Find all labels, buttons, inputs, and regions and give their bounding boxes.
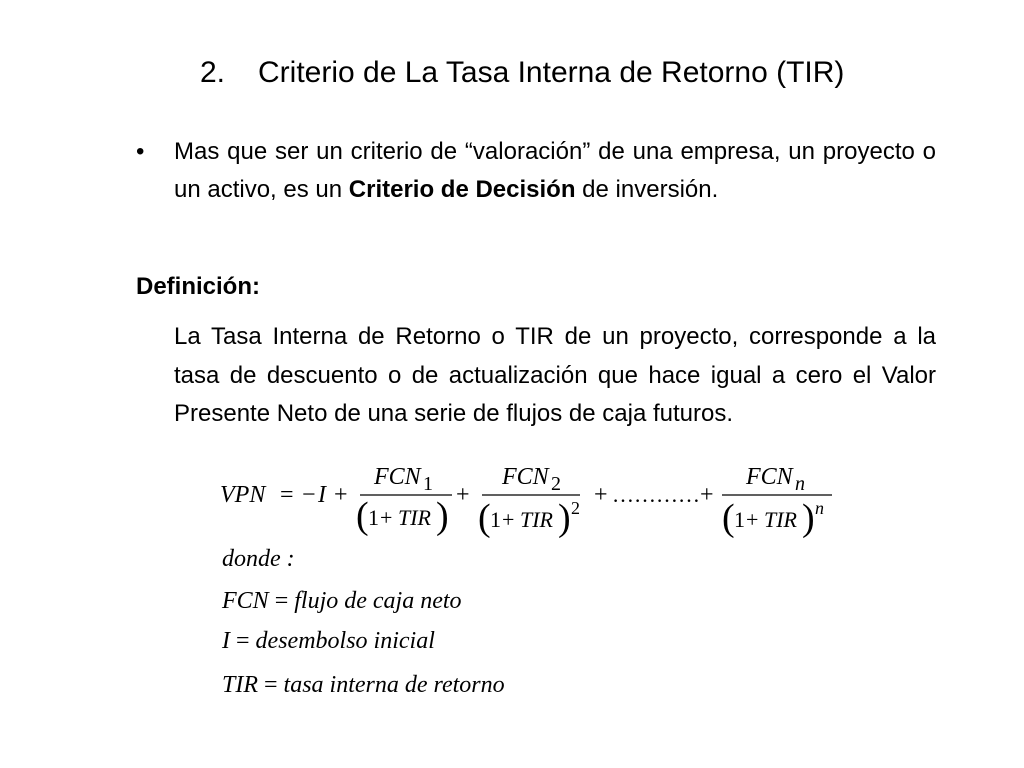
frac2-lparen: ( [478,497,491,539]
formula-plus-1: + [334,482,348,508]
slide-title [200,56,844,90]
where-meaning: flujo de caja neto [294,588,462,614]
frac1-den-tir: TIR [398,505,431,530]
formula-initial: I [318,482,326,508]
frac1-num-base: FCN [374,464,421,490]
formula-plus-2: + [456,482,470,508]
definition-paragraph: La Tasa Interna de Retorno o TIR de un proyecto, corresponde a la tasa de descuento o de actualización que hace igual a cero el Valor Presente Neto de una serie de flujos de caja futuros. [174,323,936,427]
fracn-den-tir: TIR [764,507,797,532]
formula-lhs: VPN [220,482,266,508]
where-eq: = [274,588,289,614]
fracn-exponent: n [815,498,824,518]
frac2-num-sub: 2 [551,473,561,495]
where-eq: = [236,628,250,654]
bullet-text-before: Mas que ser un criterio de “valoración” de una empresa, un proyecto o un activo, es un [174,138,936,203]
formula-plus-4: + [700,482,714,508]
where-eq: = [264,672,278,698]
fracn-den-one: 1 [734,507,745,532]
vpn-formula [220,458,860,543]
where-label: donde : [222,546,295,572]
title-number: 2. [200,56,226,89]
where-meaning: tasa interna de retorno [283,672,505,698]
fracn-rparen: ) [802,497,815,539]
frac1-lparen: ( [356,495,369,537]
frac1-num-sub: 1 [423,473,433,495]
where-item-i [222,628,435,655]
frac2-den-tir: TIR [520,507,553,532]
fracn-lparen: ( [722,497,735,539]
frac2-den-one: 1 [490,507,501,532]
where-item-fcn [222,588,462,615]
bullet-paragraph [174,133,936,209]
title-text: Criterio de La Tasa Interna de Retorno (TIR) [258,56,845,89]
fracn-num-base: FCN [746,464,793,490]
formula-svg [220,458,860,543]
where-symbol: I [222,628,230,654]
formula-minus: − [302,482,316,508]
where-symbol: FCN [222,588,269,614]
frac2-exponent: 2 [571,498,580,518]
fracn-den-plus: + [746,507,759,532]
frac2-den-plus: + [502,507,515,532]
formula-dots: ………… [612,482,700,507]
frac1-rparen: ) [436,495,449,537]
fracn-num-sub: n [795,473,805,495]
where-symbol: TIR [222,672,258,698]
frac1-den-one: 1 [368,505,379,530]
where-meaning: desembolso inicial [255,628,435,654]
bullet-marker: • [136,138,145,165]
definition-heading: Definición: [136,273,260,300]
bullet-text-after: de inversión. [575,176,719,203]
formula-plus-3: + [594,482,608,508]
where-item-tir [222,672,505,699]
frac2-rparen: ) [558,497,571,539]
formula-eq: = [280,482,294,508]
frac2-num-base: FCN [502,464,549,490]
frac1-den-plus: + [380,505,393,530]
bullet-bold-text: Criterio de Decisión [348,176,576,203]
